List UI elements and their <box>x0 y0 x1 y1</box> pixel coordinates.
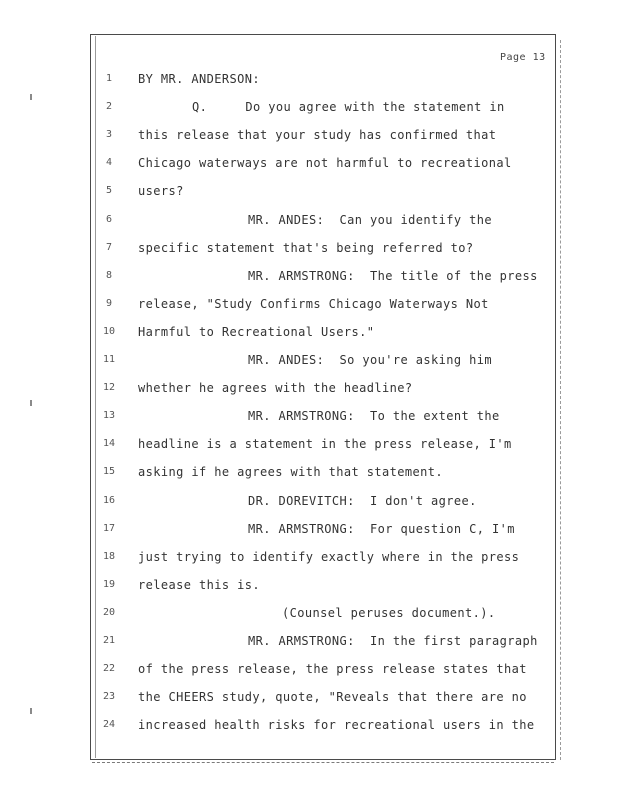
transcript-line: increased health risks for recreational users in the <box>138 718 535 733</box>
transcript-line: specific statement that's being referred to? <box>138 240 474 255</box>
line-number: 22 <box>102 663 116 675</box>
transcript-line: whether he agrees with the headline? <box>138 381 413 396</box>
line-number: 19 <box>102 578 116 590</box>
transcript-line: DR. DOREVITCH: I don't agree. <box>248 493 477 508</box>
line-number: 18 <box>102 550 116 562</box>
line-number: 11 <box>102 354 116 365</box>
transcript-line: just trying to identify exactly where in the press <box>138 549 520 564</box>
line-number: 5 <box>105 185 113 197</box>
transcript-line: asking if he agrees with that statement. <box>138 465 443 480</box>
line-number: 3 <box>105 129 113 141</box>
right-margin-rule <box>560 40 561 760</box>
bottom-rule <box>92 762 554 763</box>
line-number: 16 <box>102 494 116 506</box>
transcript-line: (Counsel peruses document.). <box>282 605 496 620</box>
transcript-line: Q. Do you agree with the statement in <box>192 100 505 115</box>
transcript-line: MR. ARMSTRONG: The title of the press <box>248 268 538 283</box>
line-number: 13 <box>102 410 116 422</box>
line-number: 9 <box>105 297 113 309</box>
transcript-line: of the press release, the press release states that <box>138 662 527 677</box>
line-number: 14 <box>102 438 116 450</box>
line-number: 7 <box>105 241 113 253</box>
transcript-line: MR. ARMSTRONG: For question C, I'm <box>248 521 515 536</box>
transcript-line: release this is. <box>138 577 260 592</box>
transcript-line: Harmful to Recreational Users." <box>138 324 375 339</box>
line-number: 4 <box>105 157 113 169</box>
transcript-line: the CHEERS study, quote, "Reveals that there are no <box>138 690 527 705</box>
margin-rule <box>95 36 96 758</box>
scan-speck <box>30 708 32 714</box>
line-number: 21 <box>102 635 116 646</box>
page-border <box>90 34 556 760</box>
line-number: 12 <box>102 382 116 394</box>
transcript-line: users? <box>138 184 184 199</box>
transcript-line: MR. ANDES: Can you identify the <box>248 212 492 227</box>
line-number: 6 <box>105 213 113 225</box>
transcript-line: MR. ARMSTRONG: In the first paragraph <box>248 634 538 648</box>
transcript-line: headline is a statement in the press release, I'm <box>138 437 512 452</box>
scan-speck <box>30 400 32 406</box>
transcript-line: release, "Study Confirms Chicago Waterways Not <box>138 296 489 311</box>
transcript-line: MR. ANDES: So you're asking him <box>248 353 492 367</box>
line-number: 8 <box>105 269 113 281</box>
page-number: Page 13 <box>500 52 546 63</box>
line-number: 17 <box>102 522 116 534</box>
line-number: 15 <box>102 466 116 478</box>
scan-speck <box>30 94 32 100</box>
line-number: 10 <box>102 325 116 337</box>
transcript-line: BY MR. ANDERSON: <box>138 72 260 86</box>
transcript-line: MR. ARMSTRONG: To the extent the <box>248 409 500 424</box>
transcript-line: Chicago waterways are not harmful to recreational <box>138 156 512 171</box>
line-number: 2 <box>105 101 113 113</box>
line-number: 1 <box>105 73 113 84</box>
line-number: 23 <box>102 691 116 703</box>
line-number: 20 <box>102 606 116 618</box>
transcript-line: this release that your study has confirmed that <box>138 128 497 143</box>
line-number: 24 <box>102 719 116 731</box>
